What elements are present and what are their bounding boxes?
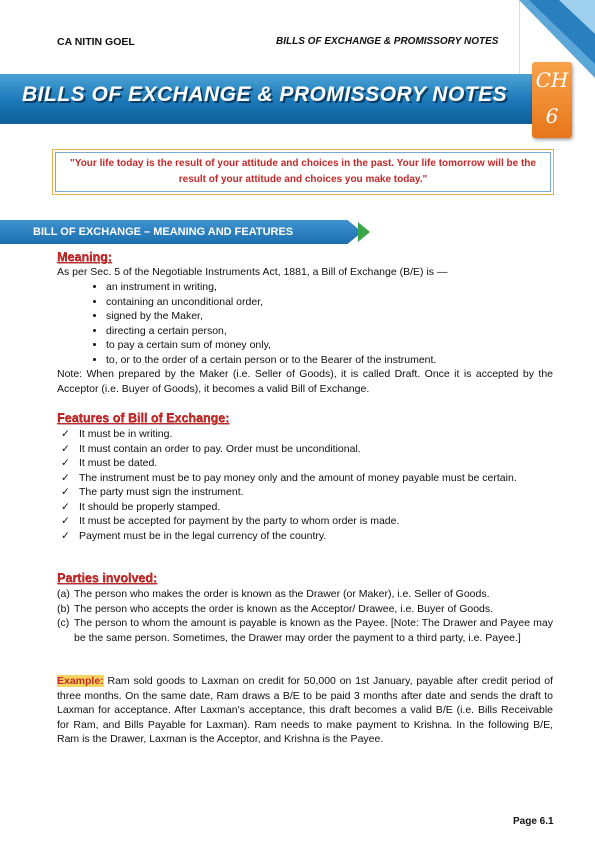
list-item [57,616,553,645]
list-item [59,485,553,500]
list-item [57,587,553,602]
list-item [59,442,553,457]
meaning-bullet-list [88,280,436,367]
example-label: Example: [57,675,104,687]
party-label: (c) [57,617,70,629]
feature-text: The party must sign the instrument. [79,486,244,498]
quote-box: "Your life today is the result of your attitude and choices in the past. Your life tomorrow will be the result of your attitude and choices you make today." [55,152,551,192]
list-item: • directing a certain person, [106,324,436,339]
list-item: • to, or to the order of a certain person or to the Bearer of the instrument. [106,353,436,368]
party-label: (b) [57,602,70,615]
check-icon: ✓ [61,515,70,527]
check-icon: ✓ [61,500,70,513]
list-item [59,456,553,471]
parties-heading: Parties involved: [57,571,158,585]
chapter-number: 6 [545,104,559,128]
chapter-badge [532,62,572,138]
chapter-label: CH [535,68,569,92]
feature-text: It must be in writing. [79,428,173,440]
check-icon: ✓ [61,457,70,469]
list-item: • to pay a certain sum of money only, [106,338,436,353]
parties-list [57,587,553,645]
banner-title: BILLS OF EXCHANGE & PROMISSORY NOTES [22,83,508,106]
feature-text: It should be properly stamped. [79,500,221,513]
check-icon: ✓ [61,428,70,440]
header-doc-title: BILLS OF EXCHANGE & PROMISSORY NOTES [276,36,499,47]
party-text: The person to whom the amount is payable is known as the Payee. [Note: The Drawer and Payee may be the same person. Sometimes, the Drawer may order the payment to a third party, i.e. Payee.] [74,617,553,644]
features-list [59,427,553,543]
list-item: • signed by the Maker, [106,309,436,324]
party-text: The person who makes the order is known as the Drawer (or Maker), i.e. Seller of Goods. [74,588,490,600]
meaning-note: Note: When prepared by the Maker (i.e. Seller of Goods), it is called Draft. Once it is accepted by the Acceptor (i.e. Buyer of Goods), it becomes a valid Bill of Exchange. [57,368,553,395]
party-text: The person who accepts the order is known as the Acceptor/ Drawee, i.e. Buyer of Goods. [74,602,494,615]
feature-text: It must be accepted for payment by the party to whom order is made. [79,515,400,527]
features-heading: Features of Bill of Exchange: [57,411,230,425]
check-icon: ✓ [61,486,70,498]
list-item [57,602,553,617]
list-item [59,427,553,442]
feature-text: It must be dated. [79,457,158,469]
list-item [59,471,553,486]
section-arrow-icon [358,222,370,242]
section-title: BILL OF EXCHANGE – MEANING AND FEATURES [33,226,294,238]
list-item [59,500,553,515]
meaning-heading: Meaning: [57,250,112,264]
check-icon: ✓ [61,442,70,455]
list-item: • containing an unconditional order, [106,295,436,310]
header-author: CA NITIN GOEL [57,36,135,48]
meaning-intro: As per Sec. 5 of the Negotiable Instruments Act, 1881, a Bill of Exchange (B/E) is — [57,266,448,278]
party-label: (a) [57,588,70,600]
check-icon: ✓ [61,529,70,542]
example-paragraph [57,674,553,747]
list-item: • an instrument in writing, [106,280,436,295]
list-item [59,514,553,529]
list-item [59,529,553,544]
feature-text: Payment must be in the legal currency of the country. [79,529,327,542]
example-text: Ram sold goods to Laxman on credit for 50,000 on 1st January, payable after credit period of three months. On the same date, Ram draws a B/E to be paid 3 months after date and sends the draft to Laxman for acceptance. After Laxman's acceptance, this draft becomes a valid B/E (i.e. Bills Receivable for Ram, and Bills Payable for Laxman). Ram needs to make payment to Krishna. In the following B/E, Ram is the Drawer, Laxman is the Acceptor, and Krishna is the Payee. [57,675,553,745]
feature-text: It must contain an order to pay. Order must be unconditional. [79,442,361,455]
page-number: Page 6.1 [513,816,554,827]
feature-text: The instrument must be to pay money only and the amount of money payable must be certain. [79,471,517,484]
check-icon: ✓ [61,471,70,484]
